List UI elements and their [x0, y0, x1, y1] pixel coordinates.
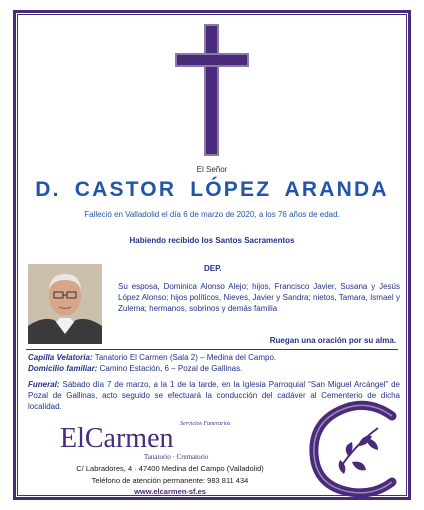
prayer-request: Ruegan una oración por su alma.	[269, 336, 396, 345]
deceased-name: D. CASTOR LÓPEZ ARANDA	[35, 178, 389, 201]
logo-sub: Tanatorio · Crematorio	[144, 453, 209, 461]
funeral-label: Funeral:	[28, 380, 60, 389]
family-text: Su esposa, Dominica Alonso Alejo; hijos, Francisco Javier, Susana y Jesús López Alonso; hijos políticos, Nieves, Javier y Sandra; nietos, Tamara, Ismael y Zulema; hermanos, sobrinos y demás familia	[118, 282, 400, 313]
website-link[interactable]: www.elcarmen-sf.es	[134, 487, 206, 496]
cross-icon	[175, 24, 249, 156]
dep-label: DEP.	[204, 264, 222, 273]
phone-line: Teléfono de atención permanente: 983 811 434	[91, 476, 249, 485]
monogram-c-icon	[300, 398, 406, 498]
sacraments-line: Habiendo recibido los Santos Sacramentos	[129, 236, 295, 245]
home-line	[28, 364, 242, 373]
logo-name: ElCarmen	[60, 423, 174, 454]
vigil-value: Tanatorio El Carmen (Sala 2) – Medina del Campo.	[94, 353, 277, 362]
home-value: Camino Estación, 6 – Pozal de Gallinas.	[99, 364, 243, 373]
vigil-line	[28, 353, 276, 362]
title-prefix: El Señor	[196, 165, 228, 174]
funeral-value: Sábado día 7 de marzo, a la 1 de la tarde, en la Iglesia Parroquial “San Miguel Arcángel” de Pozal de Gallinas, acto seguido se efectuará la conducción del cadáver al Cementerio de dicha localidad.	[28, 380, 400, 411]
funeral-home-logo	[60, 421, 240, 461]
death-line: Falleció en Valladolid el día 6 de marzo de 2020, a los 76 años de edad.	[84, 210, 340, 219]
divider	[26, 349, 398, 350]
portrait-photo	[28, 264, 102, 344]
vigil-label: Capilla Velatoria:	[28, 353, 93, 362]
home-label: Domicilio familiar:	[28, 364, 98, 373]
logo-tagline: Servicios Funerarios	[180, 421, 231, 427]
address-line: C/ Labradores, 4 · 47400 Medina del Campo (Valladolid)	[76, 464, 264, 473]
